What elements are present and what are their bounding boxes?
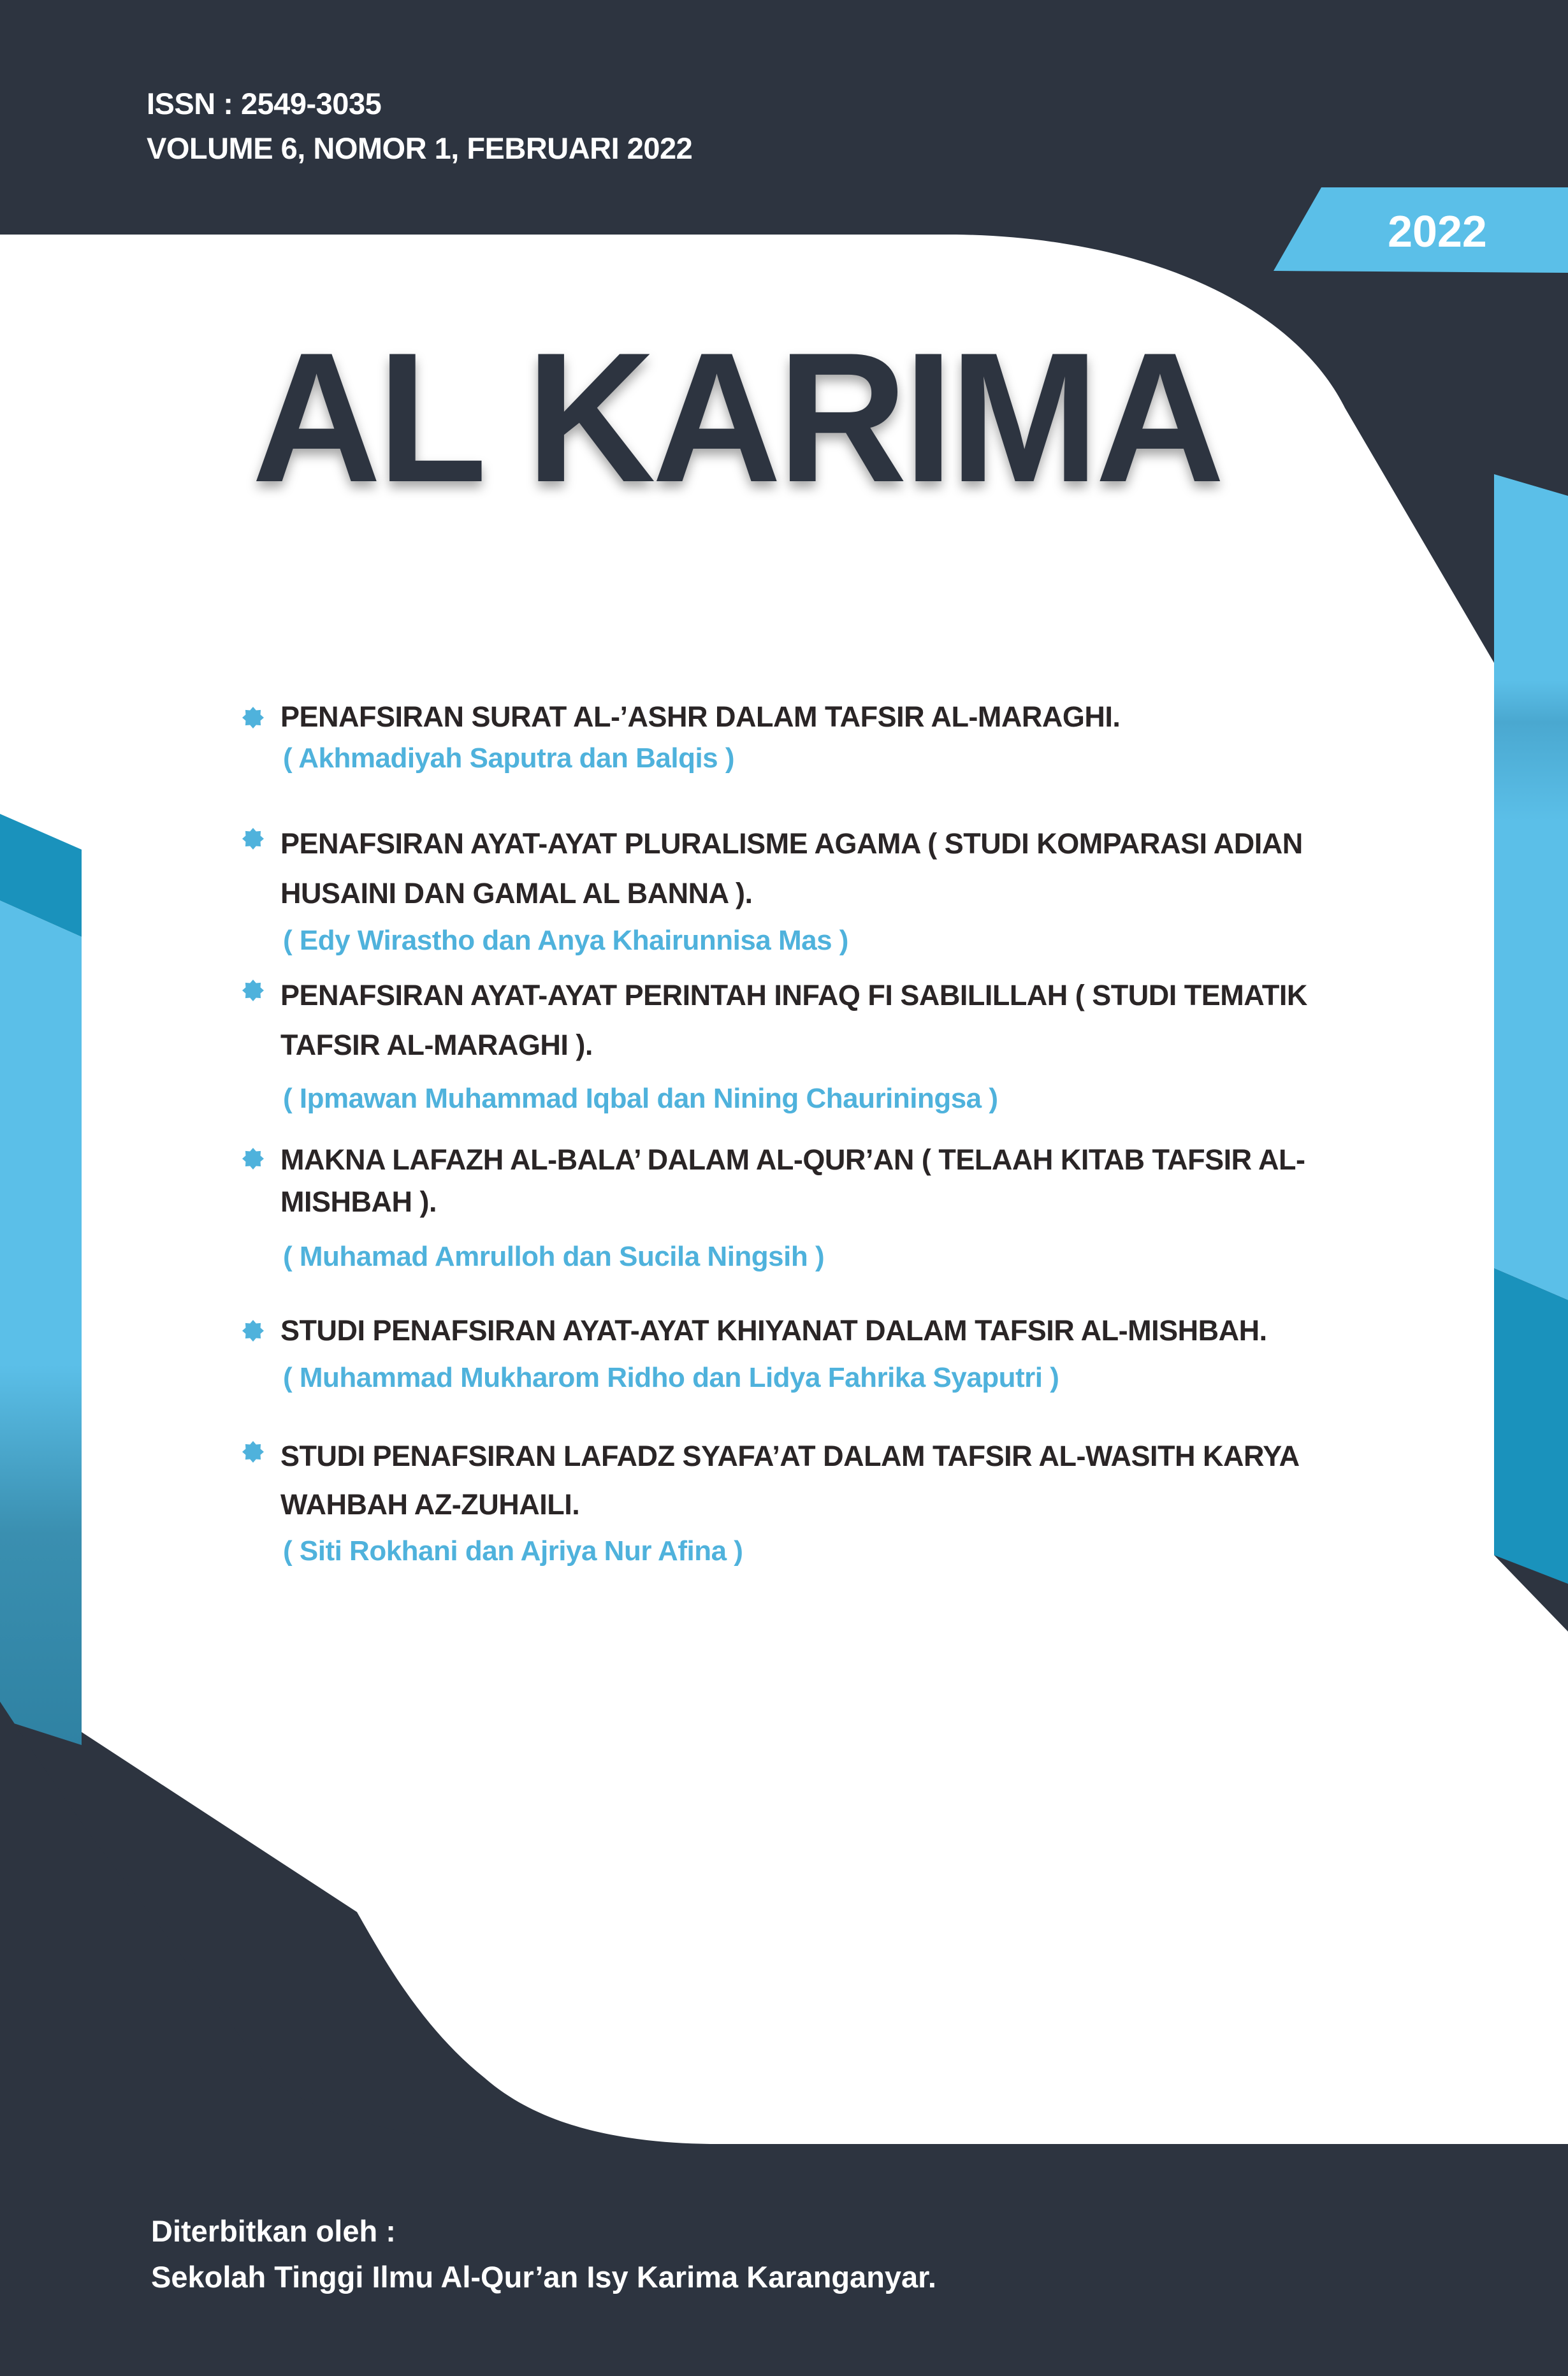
article-list	[242, 698, 1364, 1574]
article-authors: ( Akhmadiyah Saputra dan Balqis )	[283, 742, 735, 774]
right-strip-dark	[1494, 1268, 1568, 1584]
article-item	[242, 1432, 1364, 1574]
article-item	[242, 698, 1364, 781]
article-authors: ( Muhamad Amrulloh dan Sucila Ningsih )	[283, 1241, 825, 1272]
article-title: MAKNA LAFAZH AL-BALA’ DALAM AL-QUR’AN ( TELAAH KITAB TAFSIR AL-MISHBAH ).	[280, 1143, 1305, 1218]
article-authors: ( Edy Wirastho dan Anya Khairunnisa Mas )	[283, 925, 848, 956]
star-bullet-icon	[242, 980, 264, 1001]
year-badge: 2022	[1388, 206, 1487, 256]
star-bullet-icon	[242, 828, 264, 850]
journal-meta	[147, 82, 692, 171]
article-title: PENAFSIRAN AYAT-AYAT PLURALISME AGAMA ( STUDI KOMPARASI ADIAN HUSAINI DAN GAMAL AL BANNA ).	[280, 827, 1303, 909]
article-item	[242, 1311, 1364, 1400]
article-authors: ( Siti Rokhani dan Ajriya Nur Afina )	[283, 1535, 743, 1567]
article-authors: ( Ipmawan Muhammad Iqbal dan Nining Chauriningsa )	[283, 1083, 998, 1114]
publisher-label: Diterbitkan oleh :	[151, 2214, 396, 2248]
star-bullet-icon	[242, 707, 264, 728]
right-strip-light	[1494, 474, 1568, 1300]
article-title: STUDI PENAFSIRAN AYAT-AYAT KHIYANAT DALAM TAFSIR AL-MISHBAH.	[280, 1314, 1267, 1347]
article-item	[242, 819, 1364, 963]
article-title: STUDI PENAFSIRAN LAFADZ SYAFA’AT DALAM TAFSIR AL-WASITH KARYA WAHBAH AZ-ZUHAILI.	[280, 1440, 1299, 1521]
article-item	[242, 1139, 1364, 1279]
star-bullet-icon	[242, 1441, 264, 1463]
article-authors: ( Muhammad Mukharom Ridho dan Lidya Fahrika Syaputri )	[283, 1362, 1059, 1393]
article-title: PENAFSIRAN SURAT AL-’ASHR DALAM TAFSIR AL-MARAGHI.	[280, 700, 1121, 733]
left-strip-light	[0, 901, 82, 1745]
article-title: PENAFSIRAN AYAT-AYAT PERINTAH INFAQ FI SABILILLAH ( STUDI TEMATIK TAFSIR AL-MARAGHI ).	[280, 979, 1307, 1061]
journal-title: AL KARIMA	[252, 314, 1221, 521]
publisher-info	[151, 2208, 936, 2300]
star-bullet-icon	[242, 1320, 264, 1342]
issn-text: ISSN : 2549-3035	[147, 87, 382, 120]
article-item	[242, 971, 1364, 1121]
star-bullet-icon	[242, 1148, 264, 1170]
volume-text: VOLUME 6, NOMOR 1, FEBRUARI 2022	[147, 131, 693, 165]
publisher-name: Sekolah Tinggi Ilmu Al-Qur’an Isy Karima Karanganyar.	[151, 2260, 936, 2294]
